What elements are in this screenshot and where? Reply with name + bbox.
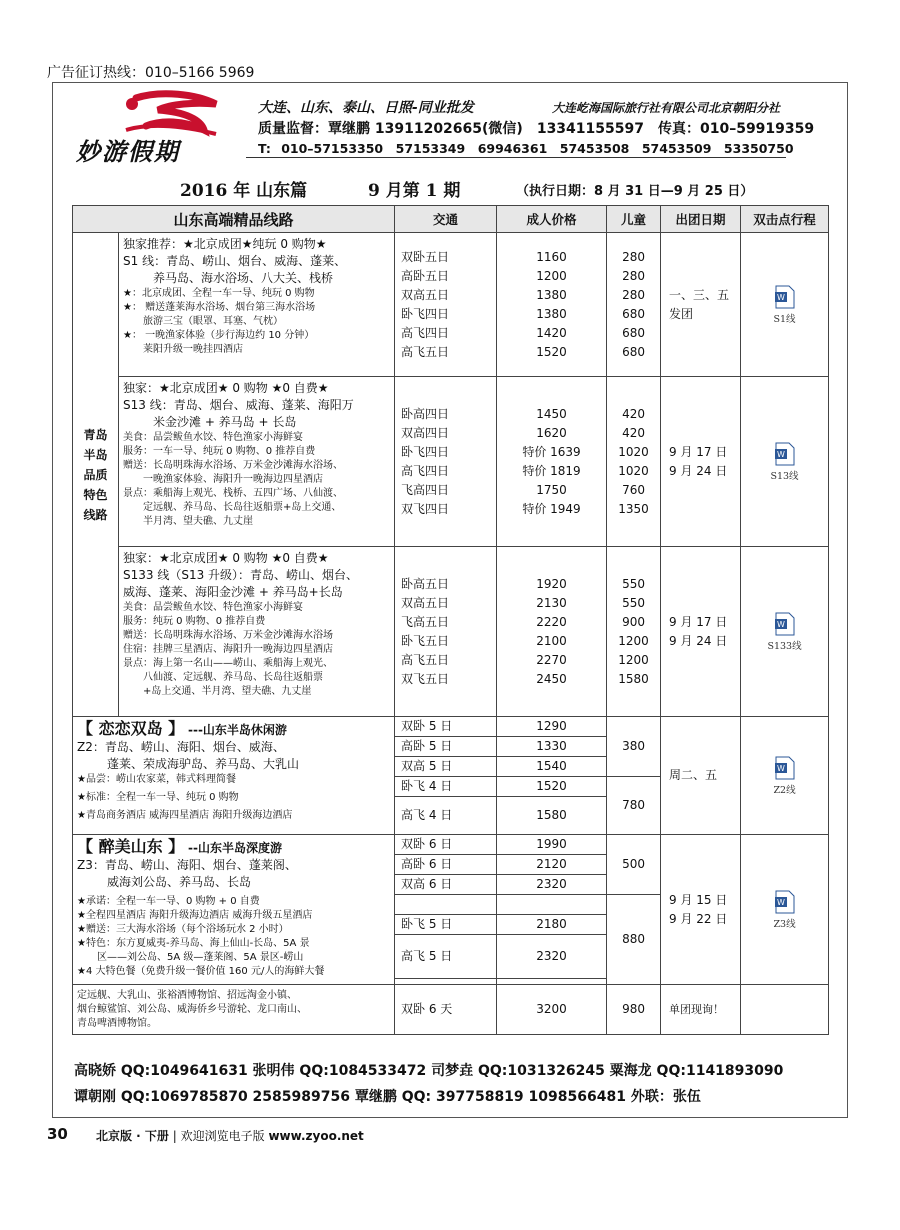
brand-logo-text: 妙游假期 <box>76 138 180 166</box>
z2-transport: 高卧 5 日 <box>395 737 497 757</box>
header-itinerary-col: 双击点行程 <box>741 206 829 233</box>
z2-adult: 1330 <box>497 737 607 757</box>
z3-adult: 2320 <box>497 935 607 979</box>
execution-dates: （执行日期：8 月 31 日—9 月 25 日） <box>516 184 754 199</box>
side-label: 青岛 半岛 品质 特色 线路 <box>73 233 119 717</box>
footer-separator: | <box>172 1129 177 1143</box>
table-row <box>73 547 829 717</box>
svg-text:W: W <box>776 763 785 773</box>
table-row <box>73 835 829 855</box>
route-s13-dates: 9 月 17 日 9 月 24 日 <box>661 377 741 547</box>
route-s133-desc: 独家：★北京成团★ 0 购物 ★0 自费★ S133 线（S13 升级）：青岛、崂山、烟台、 威海、蓬莱、海阳金沙滩 + 养马岛+长岛 美食：品尝鲅鱼水饺、特色渔家小海鲜宴 服务：纯玩 0 购物、0 推荐自费 赠送：长岛明珠海水浴场、万米金沙滩海水浴场 住宿：挂牌三星酒店、海阳升一晚海边四星酒店 景点：海上第一名山——崂山、乘船海上观光、 八仙渡、定远舰、养马岛、长岛往返船票 +岛上交通、半月湾、望夫礁、九丈崖 <box>119 547 395 717</box>
z3-adult: 1990 <box>497 835 607 855</box>
issue-title: 2016 年 山东篇 <box>180 181 308 201</box>
z2-transport: 双卧 5 日 <box>395 717 497 737</box>
svg-text:W: W <box>776 292 785 302</box>
z3-child: 880 <box>607 895 661 985</box>
svg-text:W: W <box>776 619 785 629</box>
header-adult-col: 成人价格 <box>497 206 607 233</box>
word-doc-icon[interactable] <box>774 756 796 780</box>
route-s13-itinerary[interactable]: W S13线 <box>741 377 829 547</box>
route-s1-desc: 独家推荐：★北京成团★纯玩 0 购物★ S1 线：青岛、崂山、烟台、威海、蓬莱、 养马岛、海水浴场、八大关、栈桥 ★：北京成团、全程一车一导、纯玩 0 购物 ★： 赠送蓬莱海水浴场、烟台第三海水浴场 旅游三宝（眼罩、耳塞、气枕） ★： 一晚渔家体验（步行海边约 10 分钟） 莱阳升级一晚挂四酒店 <box>119 233 395 377</box>
header-supervision: 质量监督：覃继鹏 13911202665(微信) 13341155597 传真：010–59919359 <box>258 121 815 137</box>
header-routes: 大连、山东、泰山、日照-同业批发 <box>258 100 474 116</box>
route-s13-desc: 独家：★北京成团★ 0 购物 ★0 自费★ S13 线：青岛、烟台、威海、蓬莱、海阳万 米金沙滩 + 养马岛 + 长岛 美食：品尝鲅鱼水饺、特色渔家小海鲜宴 服务：一车一导、纯玩 0 购物、0 推荐自费 赠送：长岛明珠海水浴场、万米金沙滩海水浴场、 一晚渔家体验、海阳升一晚海边四星酒店 景点：乘船海上观光、栈桥、五四广场、八仙渡、 定远舰、养马岛、长岛往返船票+岛上交通、 半月湾、望夫礁、九丈崖 <box>119 377 395 547</box>
header-phones: T: 010–57153350 57153349 69946361 57453508 57453509 53350750 <box>258 141 794 156</box>
z2-child: 380 <box>607 717 661 777</box>
route-s133-itinerary[interactable]: W S133线 <box>741 547 829 717</box>
table-header-row <box>73 206 829 233</box>
z3-transport: 双高 6 日 <box>395 875 497 895</box>
table-row <box>73 717 829 737</box>
z3-adult: 2180 <box>497 915 607 935</box>
header-company: 大连屹海国际旅行社有限公司北京朝阳分社 <box>552 101 781 115</box>
table-row <box>73 233 829 377</box>
z3-child: 500 <box>607 835 661 895</box>
route-s13-child: 420 420 1020 1020 760 1350 <box>607 377 661 547</box>
svg-text:W: W <box>776 897 785 907</box>
route-s133-dates: 9 月 17 日 9 月 24 日 <box>661 547 741 717</box>
z3-adult-blank <box>497 895 607 915</box>
table-row <box>73 377 829 547</box>
word-doc-icon[interactable] <box>774 285 796 309</box>
z2-transport: 卧飞 4 日 <box>395 777 497 797</box>
route-s1-dates: 一、三、五 发团 <box>661 233 741 377</box>
word-doc-icon[interactable] <box>774 442 796 466</box>
table-row <box>73 985 829 1035</box>
header-dates-col: 出团日期 <box>661 206 741 233</box>
z3-transport: 卧飞 5 日 <box>395 915 497 935</box>
route-z2-itinerary[interactable]: W Z2线 <box>741 717 829 835</box>
word-doc-icon[interactable] <box>774 612 796 636</box>
route-s1-itinerary[interactable]: W S1线 <box>741 233 829 377</box>
route-s1-transport: 双卧五日 高卧五日 双高五日 卧飞四日 高飞四日 高飞五日 <box>395 233 497 377</box>
z3-adult: 2120 <box>497 855 607 875</box>
word-doc-icon[interactable] <box>774 890 796 914</box>
page-footer <box>96 1127 364 1144</box>
z2-transport: 高飞 4 日 <box>395 797 497 835</box>
svg-text:W: W <box>776 449 785 459</box>
ad-hotline: 广告征订热线：010–5166 5969 <box>47 65 255 81</box>
route-z3-desc: 【 醉美山东 】 --山东半岛深度游 Z3：青岛、崂山、海阳、烟台、蓬莱阁、 威海刘公岛、养马岛、长岛 ★承诺：全程一车一导、0 购物 + 0 自费 ★全程四星酒店 海阳升级海边酒店 威海升级五星酒店 ★赠送：三大海水浴场（每个浴场玩水 2 小时） ★特色：东方夏威夷-养马岛、海上仙山-长岛、5A 景 区——刘公岛、5A 级—蓬莱阁、5A 景区-崂山 ★4 大特色餐（免费升级一餐价值 160 元/人的海鲜大餐 <box>73 835 395 985</box>
contacts-line-2: 谭朝刚 QQ:1069785870 2585989756 覃继鹏 QQ: 397758819 1098566481 外联：张伍 <box>74 1089 701 1105</box>
z3-transport: 双卧 6 日 <box>395 835 497 855</box>
route-s133-child: 550 550 900 1200 1200 1580 <box>607 547 661 717</box>
issue-number: 9 月第 1 期 <box>368 181 461 201</box>
extra-adult: 3200 <box>497 985 607 1035</box>
route-s1-child: 280 280 280 680 680 680 <box>607 233 661 377</box>
extra-itinerary <box>741 985 829 1035</box>
z2-transport: 双高 5 日 <box>395 757 497 777</box>
route-s133-transport: 卧高五日 双高五日 飞高五日 卧飞五日 高飞五日 双飞五日 <box>395 547 497 717</box>
extra-transport: 双卧 6 天 <box>395 985 497 1035</box>
z2-adult: 1580 <box>497 797 607 835</box>
footer-url[interactable]: www.zyoo.net <box>268 1129 364 1143</box>
z3-transport-blank <box>395 895 497 915</box>
page-number: 30 <box>47 1125 68 1143</box>
route-z3-itinerary[interactable]: W Z3线 <box>741 835 829 985</box>
extra-dates: 单团现询！ <box>661 985 741 1035</box>
z2-adult: 1520 <box>497 777 607 797</box>
z3-transport: 高卧 6 日 <box>395 855 497 875</box>
route-table <box>72 205 829 1035</box>
route-s13-transport: 卧高四日 双高四日 卧飞四日 高飞四日 飞高四日 双飞四日 <box>395 377 497 547</box>
z2-child: 780 <box>607 777 661 835</box>
route-z3-dates: 9 月 15 日 9 月 22 日 <box>661 835 741 985</box>
footer-text: 欢迎浏览电子版 <box>180 1129 265 1143</box>
header-child-col: 儿童 <box>607 206 661 233</box>
extra-child: 980 <box>607 985 661 1035</box>
route-s13-adult: 1450 1620 特价 1639 特价 1819 1750 特价 1949 <box>497 377 607 547</box>
route-s133-adult: 1920 2130 2220 2100 2270 2450 <box>497 547 607 717</box>
route-s1-adult: 1160 1200 1380 1380 1420 1520 <box>497 233 607 377</box>
header-divider <box>246 157 786 158</box>
route-z2-desc: 【 恋恋双岛 】 ---山东半岛休闲游 Z2：青岛、崂山、海阳、烟台、威海、 蓬莱、荣成海驴岛、养马岛、大乳山 ★品尝：崂山农家菜，韩式料理简餐 ★标准：全程一车一导、纯玩 0 购物 ★青岛商务酒店 威海四星酒店 海阳升级海边酒店 <box>73 717 395 835</box>
z2-adult: 1290 <box>497 717 607 737</box>
contacts-line-1: 高晓娇 QQ:1049641631 张明伟 QQ:1084533472 司梦垚 QQ:1031326245 粟海龙 QQ:1141893090 <box>74 1063 784 1079</box>
route-z2-dates: 周二、五 <box>661 717 741 835</box>
header-transport-col: 交通 <box>395 206 497 233</box>
edition-label: 北京版 · 下册 <box>96 1129 169 1143</box>
z3-adult: 2320 <box>497 875 607 895</box>
z3-transport: 高飞 5 日 <box>395 935 497 979</box>
route-extra-desc: 定远舰、大乳山、张裕酒博物馆、招远淘金小镇、 烟台鲸鲨馆、刘公岛、威海侨乡号游轮、龙口南山、 青岛啤酒博物馆。 <box>73 985 395 1035</box>
z2-adult: 1540 <box>497 757 607 777</box>
header-routes-col: 山东高端精品线路 <box>73 206 395 233</box>
